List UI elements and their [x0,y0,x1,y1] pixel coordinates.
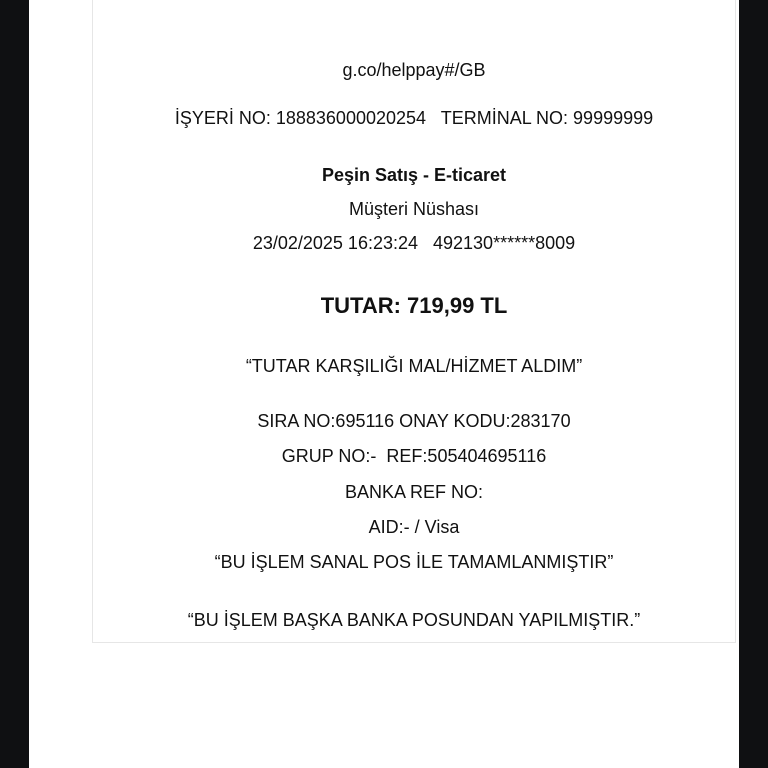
copy-label: Müşteri Nüshası [348,199,480,219]
help-url: g.co/helppay#/GB [342,60,486,80]
datetime-card-line: 23/02/2025 16:23:24 492130******8009 [252,233,576,253]
sequence-approval-line: SIRA NO:695116 ONAY KODU:283170 [257,411,571,431]
aid-line: AID:- / Visa [368,517,460,537]
other-bank-note: “BU İŞLEM BAŞKA BANKA POSUNDAN YAPILMIŞTIR.” [187,610,641,630]
document-page [29,0,739,768]
right-dark-margin [739,0,768,768]
merchant-terminal-line: İŞYERİ NO: 188836000020254 TERMİNAL NO: 99999999 [174,108,654,128]
left-dark-margin [0,0,29,768]
group-ref-line: GRUP NO:- REF:505404695116 [281,446,547,466]
transaction-type: Peşin Satış - E-ticaret [321,165,507,185]
acknowledgement-text: “TUTAR KARŞILIĞI MAL/HİZMET ALDIM” [245,356,583,376]
virtual-pos-note: “BU İŞLEM SANAL POS İLE TAMAMLANMIŞTIR” [214,552,614,572]
bank-ref-line: BANKA REF NO: [344,482,484,502]
amount-total: TUTAR: 719,99 TL [320,293,508,318]
payment-receipt [92,0,736,643]
